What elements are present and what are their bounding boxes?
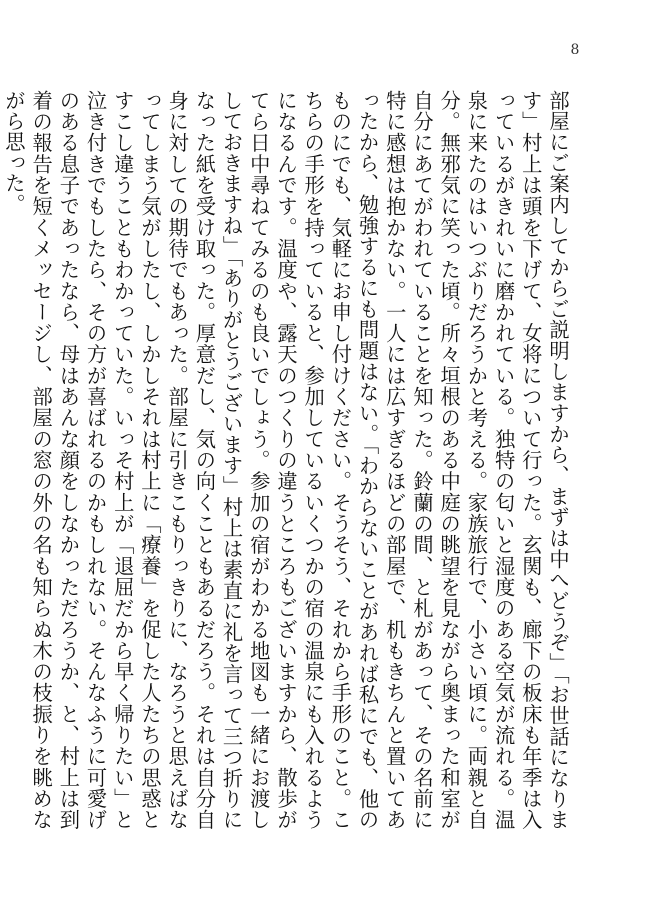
page-number: 8: [570, 42, 580, 58]
body-paragraph: 部屋にご案内してからご説明しますから、まずは中へどうぞ」「お世話になります」村上は頭を下げて、女将について行った。玄関も、廊下の板床も年季は入っているがきれいに磨かれている。独特の匂いと湿度のある空気が流れる。温泉に来たのはいつぶりだろうかと考える。家族旅行で、小さい頃に。両親と自分。無邪気に笑った頃。所々垣根のある中庭の眺望を見ながら奥まった和室が自分にあてがわれていることを知った。鈴蘭の間、と札があって、その名前に特に感想は抱かない。一人には広すぎるほどの部屋で、机もきちんと置いてあったから、勉強するにも問題はない。「わからないことがあれば私にでも、他のものにでも、気軽にお申し付けください。そうそう、それから手形のこと。こちらの手形を持っていると、参加しているいくつかの宿の温泉にも入れるようになるんです。温度や、露天のつくりの違うところもございますから、散歩がてら日中尋ねてみるのも良いでしょう。参加の宿がわかる地図も一緒にお渡ししておきますね」「ありがとうございます」村上は素直に礼を言って三つ折りになった紙を受け取った。厚意だし、気の向くこともあるだろう。それは自分自身に対しての期待でもあった。部屋に引きこもりっきりに、なろうと思えばなってしまう気がしたし、しかしそれは村上に「療養」を促した人たちの思惑とすこし違うこともわかっていた。いっそ村上が「退屈だから早く帰りたい」と泣き付きでもしたら、その方が喜ばれるのかもしれない。そんなふうに可愛げのある息子であったなら、母はあんな顔をしなかっただろうか、と、村上は到着の報告を短くメッセージし、部屋の窓の外の名も知らぬ木の枝振りを眺めながら思った。: [1, 90, 570, 830]
body-text-block: [1, 90, 571, 830]
